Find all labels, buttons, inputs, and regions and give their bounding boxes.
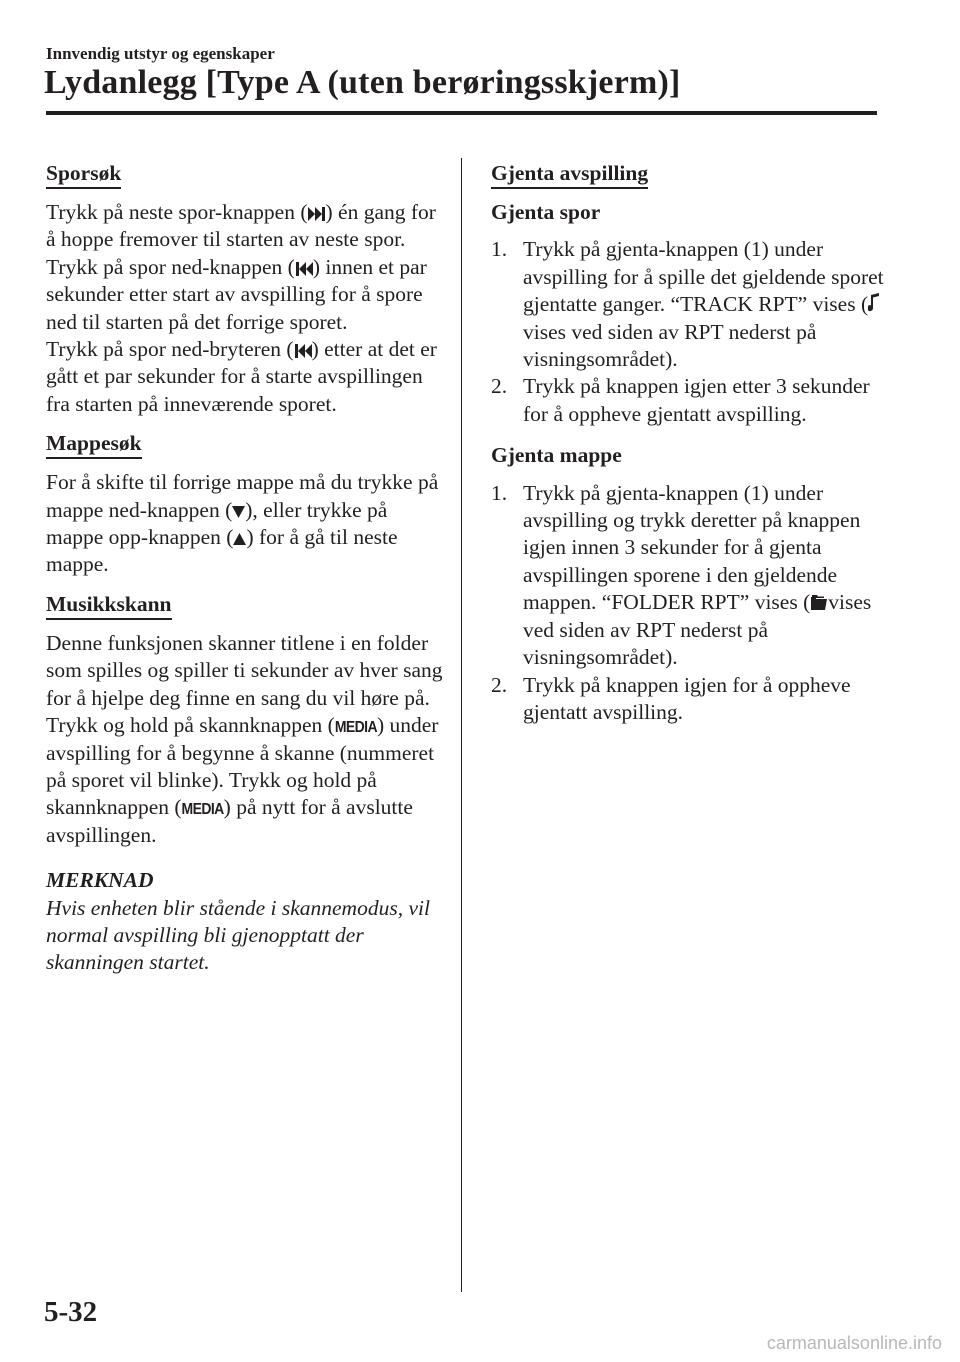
text: For å skifte til forrige mappe må du trykke på mappe ned-knappen ( bbox=[46, 470, 439, 522]
text: ) én gang for å hoppe fremover til starten av neste spor. bbox=[46, 200, 436, 252]
text: vises ved siden av RPT nederst på visningsområdet). bbox=[523, 319, 817, 372]
heading-gjenta-spor: Gjenta spor bbox=[491, 200, 601, 224]
list-number: 1. bbox=[491, 480, 508, 505]
text: Trykk på gjenta-knappen (1) under avspilling og trykk deretter på knappen igjen innen 3 sekunder for å gjenta avspillingen sporene i den gjeldende mappen. “FOLDER RPT” vises ( bbox=[523, 480, 861, 615]
text: vises ved siden av RPT nederst på visningsområdet). bbox=[523, 590, 872, 670]
text: ) for å gå til neste mappe. bbox=[46, 525, 398, 577]
musikkskann-paragraph-1: Denne funksjonen skanner titlene i en folder som spilles og spiller ti sekunder av hver sang for å hjelpe deg finne en sang du vil høre på. bbox=[46, 630, 443, 710]
text: Trykk på knappen igjen etter 3 sekunder for å oppheve gjentatt avspilling. bbox=[523, 374, 870, 426]
text: Trykk på knappen igjen for å oppheve gjentatt avspilling. bbox=[523, 672, 851, 724]
text: ) etter at det er gått et par sekunder for å starte avspillingen fra starten på inneværende sporet. bbox=[46, 337, 437, 416]
right-column bbox=[491, 160, 891, 740]
mappesok-paragraph bbox=[46, 469, 446, 579]
column-divider bbox=[461, 158, 462, 1292]
list-item bbox=[491, 236, 891, 373]
heading-mappesok: Mappesøk bbox=[46, 431, 142, 459]
gjenta-mappe-list bbox=[491, 480, 891, 727]
heading-gjenta-mappe: Gjenta mappe bbox=[491, 443, 622, 468]
header-rule bbox=[46, 111, 877, 115]
text: ) på nytt for å avslutte avspillingen. bbox=[46, 795, 413, 847]
text: ) under avspilling for å begynne å skanne (nummeret på sporet vil blinke). Trykk og hold på skannknappen ( bbox=[46, 713, 439, 820]
heading-gjenta-avspilling: Gjenta avspilling bbox=[491, 161, 648, 189]
next-track-icon bbox=[308, 207, 326, 221]
list-item bbox=[491, 672, 891, 727]
folder-up-icon bbox=[233, 532, 246, 546]
note-label: MERKNAD bbox=[46, 868, 154, 893]
heading-sporsok: Sporsøk bbox=[46, 161, 121, 189]
sporsok-paragraph-1 bbox=[46, 199, 446, 254]
watermark: carmanualsonline.info bbox=[766, 1333, 942, 1353]
list-number: 1. bbox=[491, 237, 508, 262]
list-number: 2. bbox=[491, 374, 508, 399]
previous-track-icon bbox=[294, 344, 312, 358]
sporsok-paragraph-2 bbox=[46, 254, 446, 336]
list-item bbox=[491, 480, 891, 672]
page-number: 5-32 bbox=[44, 1296, 98, 1328]
folder-down-icon bbox=[232, 505, 245, 519]
previous-track-icon bbox=[295, 262, 313, 276]
text: Trykk på neste spor-knappen ( bbox=[46, 200, 308, 224]
media-button-icon: MEDIA bbox=[181, 799, 224, 818]
heading-musikkskann: Musikkskann bbox=[46, 592, 172, 620]
media-button-icon: MEDIA bbox=[334, 716, 377, 736]
musikkskann-paragraph-2 bbox=[46, 712, 446, 849]
gjenta-spor-list bbox=[491, 236, 891, 428]
folder-icon bbox=[810, 593, 828, 611]
text: Trykk og hold på skannknappen ( bbox=[46, 713, 335, 738]
section-label: Innvendig utstyr og egenskaper bbox=[46, 44, 275, 63]
text: Trykk på gjenta-knappen (1) under avspilling for å spille det gjeldende sporet gjentatte ganger. “TRACK RPT” vises ( bbox=[523, 237, 884, 317]
sporsok-paragraph-3 bbox=[46, 336, 446, 418]
list-item bbox=[491, 373, 891, 428]
list-number: 2. bbox=[491, 672, 508, 697]
text: Trykk på spor ned-knappen ( bbox=[46, 254, 295, 279]
text: ) innen et par sekunder etter start av avspilling for å spore ned til starten på det forrige sporet. bbox=[46, 254, 427, 334]
text: Trykk på spor ned-bryteren ( bbox=[46, 337, 294, 362]
music-note-icon bbox=[868, 293, 880, 313]
page-title: Lydanlegg [Type A (uten berøringsskjerm)] bbox=[44, 64, 681, 101]
left-column bbox=[46, 160, 446, 977]
note-text: Hvis enheten blir stående i skannemodus, vil normal avspilling bli gjenopptatt der skanningen startet. bbox=[46, 895, 430, 975]
text: ), eller trykke på mappe opp-knappen ( bbox=[46, 497, 388, 550]
